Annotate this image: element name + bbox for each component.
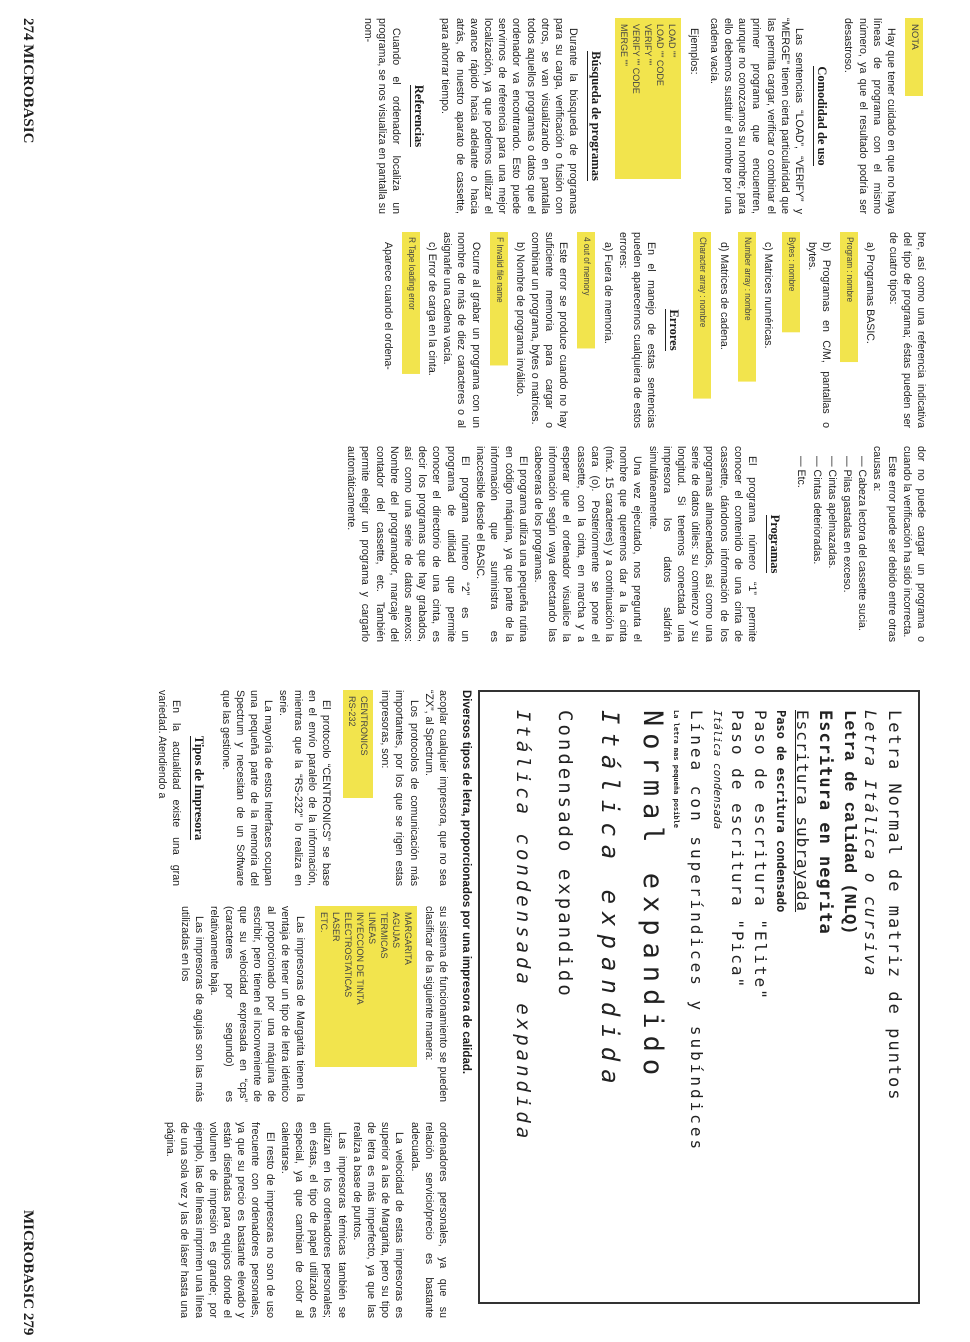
tipos-text: En la actualidad existe una gran variedad. Atendiendo a	[155, 690, 183, 886]
type-c: c) Matrices numéricas.	[761, 242, 774, 349]
printer-fonts-figure	[478, 690, 920, 1304]
figure-line: Escritura en negrita	[815, 710, 835, 935]
printer-type-item: ETC.	[318, 912, 329, 933]
cause-item: — Cabeza lectora del cassette sucia.	[856, 456, 869, 631]
figure-line: Itálica condensada	[711, 710, 724, 830]
printer-type-item: MARGARITA	[402, 912, 413, 965]
example-line: VERIFY "" CODE	[631, 24, 642, 94]
agujas-text: Las impresoras de agujas son las más utilizadas en los	[178, 906, 206, 1102]
example-line: LOAD "" CODE	[655, 24, 666, 86]
out-of-memory-box: 4 out of memory	[577, 232, 595, 349]
invalid-text: Ocurre al grabar un programa con un nombre de más de diez caracteres o al asignarle una cadena vacía.	[441, 232, 482, 428]
printer-type-item: TERMICAS	[378, 912, 389, 959]
carga-text: dor no puede cargar un programa o cuando la verificación ha sido incorrecta.	[900, 446, 927, 642]
examples-box	[615, 18, 681, 179]
left-footer: 274 MICROBASIC	[20, 18, 36, 144]
programas-text-2: Una vez ejecutado, nos pregunta el nombre que queremos dar a la cinta (máx. 15 caracteres) y a continuación la cara (o). Posteriormente se pone el cassette, con la cinta, en marcha y a esperar que el ordenador visualice la información según vaya detectando las cabeceras de los programas.	[531, 446, 644, 642]
figure-line: Paso de escritura "Pica"	[728, 710, 747, 990]
tipos-intro: bre, así como una referencia indicativa del tipo de programa; éstas pueden ser de cuatro tipos:	[886, 232, 927, 428]
cause-item: — Cintas apelmazadas.	[825, 456, 838, 569]
heading-comodidad: Comodidad de uso	[815, 66, 830, 166]
figure-caption: Diversos tipos de letra, proporcionados por una impresora de calidad.	[460, 690, 472, 1075]
termicas-text: Las impresoras térmicas también se utilizan en los ordenadores personales; en éstas, el tipo de papel utilizado es especial, ya que cambian de color al calentarse.	[278, 1122, 348, 1318]
comodidad-text: Las sentencias “LOAD”, “VERIFY” y “MERGE” tienen cierta particularidad que las permita cargar, verificar o combinar el primer programa que encuentren, aunque no conozcamos su nombre; para ello debemos sustituir el nombre por una cadena vacía.	[707, 18, 805, 214]
printer-type-item: ELECTROSTATICAS	[342, 912, 353, 998]
ordenadores-text: ordenadores personales, ya que su relación servicio/precio es bastante adecuada.	[408, 1122, 449, 1318]
cause-item: — Pilas gastadas en exceso.	[840, 456, 853, 593]
number-array-box: Number array : nombre	[738, 232, 756, 382]
type-a: a) Programas BASIC.	[864, 242, 877, 344]
heading-referencias: Referencias	[412, 84, 427, 148]
figure-line: Letra Itálica o cursiva	[861, 710, 880, 978]
tape-error-box: R Tape loading error	[402, 232, 420, 374]
figure-line: Línea con superíndices y subíndices	[687, 710, 706, 1153]
type-d: d) Matrices de cadena.	[717, 242, 730, 350]
right-column-2	[177, 906, 450, 1102]
protocol-item: CENTRONICS	[358, 696, 369, 756]
figure-line: Paso de escritura condensado	[774, 710, 788, 913]
example-line: VERIFY ""	[643, 24, 654, 66]
memory-text: Este error se produce cuando no hay suficiente memoria para cargar o combinar un programa, bytes o matrices.	[528, 232, 570, 428]
programas-text-1: El programa número “1” permite conocer el contenido de una cinta de cassette, dándonos información de los programas almacenados, así como una serie de datos útiles: su comienzo y su longitud. Si tenemos conectada una impresora los datos saldrán simultáneamente.	[646, 446, 758, 642]
errores-text: En el manejo de estas sentencias pueden aparecernos cualquiera de estos errores:	[616, 232, 658, 428]
bytes-box: Bytes : nombre	[782, 232, 800, 332]
ejemplos-label: Ejemplos:	[687, 28, 700, 75]
figure-line: Normal expandido	[637, 710, 668, 1083]
protocol-item: RS-232	[346, 696, 357, 727]
error-b: b) Nombre de programa inválido.	[513, 242, 526, 397]
figure-line: La letra mas pequeña posible	[672, 710, 680, 829]
resto-text: El resto de impresoras no son de uso frecuente con ordenadores personales, ya que su precio es bastante elevado y están diseñadas para equipos donde el volumen de impresión es grande; por ejemplo, las de líneas imprimen una línea de una sola vez y las de láser hasta una página.	[164, 1122, 276, 1318]
error-a: a) Fuera de memoria.	[601, 242, 614, 344]
left-column-2	[380, 232, 928, 428]
velocidad-text: La velocidad de estas impresoras es superior a las de Margarita, pero su tipo de letra es más imperfecto, ya que las realiza a base de puntos.	[350, 1122, 406, 1318]
cause-item: — Etc.	[795, 456, 808, 488]
right-footer: MICROBASIC 279	[20, 1210, 36, 1336]
figure-line: Letra de calidad (NLQ)	[839, 710, 858, 935]
printer-type-item: AGUJAS	[390, 912, 401, 949]
protocols-box	[343, 690, 373, 798]
heading-errores: Errores	[667, 309, 682, 351]
printer-type-item: INYECCION DE TINTA	[354, 912, 365, 1005]
programas-text-3: El programa utiliza una pequeña rutina en código máquina, ya que parte de la información que suministra es inaccesible desde el BASIC.	[474, 446, 529, 642]
character-array-box: Character array : nombre	[693, 232, 711, 399]
interfaces-text: La mayoría de estos Interfaces ocupan una pequeña parte de la memoria del Spectrum y necesitan de un Software que las gestione.	[219, 690, 275, 886]
acoplar-text: acoplar cualquier impresora, que no sea “ZX”, al Spectrum.	[422, 690, 449, 886]
centronics-text: El protocolo “CENTRONICS” se base en el envío paralelo de la información, mientras que la “RS-232” lo realiza en serie.	[277, 690, 332, 886]
figure-line: Itálica expandida	[596, 710, 624, 1092]
example-line: LOAD ""	[667, 24, 678, 58]
nota-box: NOTA	[905, 18, 923, 96]
figure-line: Paso de escritura "Elite"	[751, 710, 770, 1001]
left-column-3	[343, 446, 928, 642]
program-box: Program : nombre	[840, 232, 858, 362]
printer-type-item: LINEAS	[366, 912, 377, 945]
printer-types-box	[315, 906, 417, 1067]
figure-line: Condensado expandido	[554, 710, 576, 999]
left-page	[0, 0, 970, 670]
printer-type-item: LASER	[330, 912, 341, 942]
protocolos-text: Los protocolos de comunicación más importantes, por los que se rigen estas impresoras, son:	[379, 690, 420, 886]
tape-text: Aparece cuando el ordena-	[381, 242, 394, 370]
right-column-3	[162, 1122, 450, 1318]
example-line: MERGE ""	[619, 24, 630, 66]
heading-programas: Programas	[768, 514, 783, 574]
figure-line: Itálica condensada expandida	[512, 710, 534, 1143]
type-b: b) Programas en C/M, pantallas o bytes.	[805, 242, 833, 428]
figure-line: Escritura subrayada	[793, 710, 812, 913]
referencias-text: Cuando el ordenador localiza un programa, se nos visualiza en pantalla su nom-	[361, 18, 402, 214]
error-c: c) Error de carga en la cinta.	[425, 242, 438, 376]
right-column-1	[154, 690, 450, 886]
cause-item: — Cintas deterioradas.	[810, 456, 823, 565]
causas-intro: Este error puede ser debido entre otras causas a:	[871, 446, 898, 642]
busqueda-text: Durante la búsqueda de programas para su carga, verificación o fusión con otros, se van visualizando en pantalla todos aquellos programas o datos que el ordenador va encontrando. Esto puede servirnos de referencia para una mejor localización, ya que podemos utilizar el avance rápido hacia adelante o hacia atrás, de nuestro aparato de cassette, para ahorrar tiempo.	[439, 18, 580, 214]
left-column-1	[359, 18, 928, 214]
clasificacion-text: su sistema de funcionamiento se pueden clasificar de la siguiente manera:	[422, 906, 449, 1102]
programas-text-4: El programa número “2” es un programa de utilidad que permite conocer el directorio de una cinta, es decir los programas que hay grabados, así como una serie de datos anexos: Nombre del programador, marcaje del contador del cassette, etc. También permite elegir un programa y cargarlo automáticamente.	[345, 446, 471, 642]
right-page	[0, 670, 970, 1342]
margarita-text: Las impresoras de Margarita tienen la ventaja de tener un tipo de letra idéntico al proporcionado por una máquina de escribir, pero tienen el inconveniente de que su velocidad expresada en “cps” (caracteres por segundo) es relativamente baja.	[208, 906, 306, 1102]
figure-line: Letra Normal de matriz de puntos	[884, 710, 904, 1102]
invalid-file-box: F Invalid file name	[490, 232, 508, 365]
nota-text: Hay que tener cuidado en que no haya líneas de programa con el mismo número, ya que el resultado podría ser desastroso.	[842, 18, 897, 214]
heading-busqueda: Búsqueda de programas	[589, 51, 604, 181]
heading-tipos-impresora: Tipos de Impresora	[192, 735, 207, 841]
